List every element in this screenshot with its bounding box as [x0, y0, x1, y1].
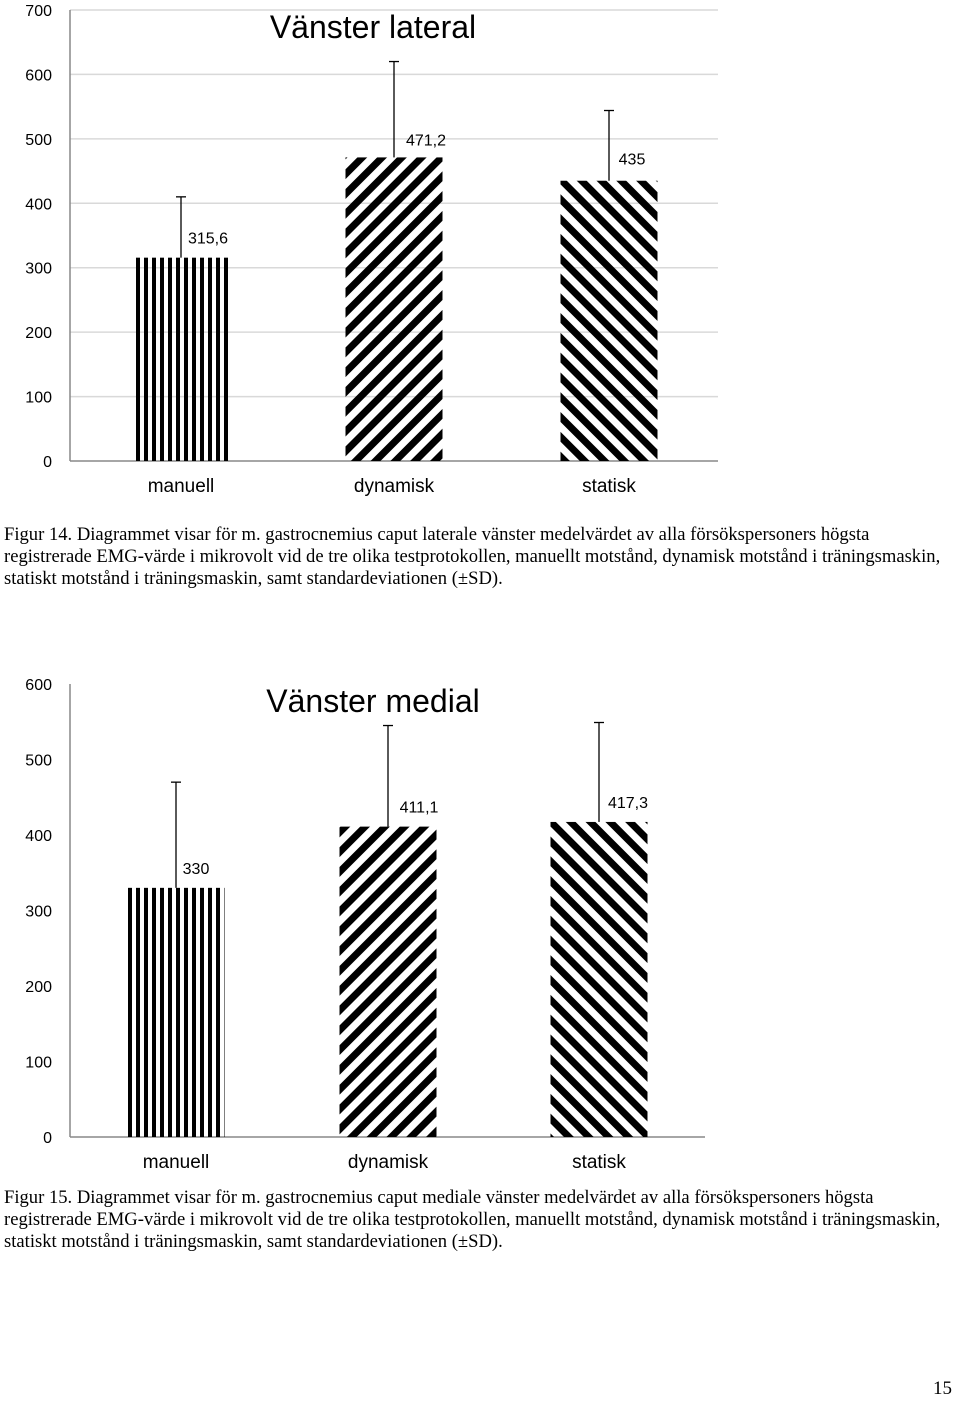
y-tick-label: 300	[25, 903, 52, 921]
bar-manuell	[128, 888, 225, 1137]
bar-statisk	[551, 822, 648, 1137]
y-tick-label: 100	[25, 389, 52, 407]
category-label-manuell: manuell	[142, 1152, 210, 1173]
data-label: 315,6	[187, 230, 229, 248]
data-label: 471,2	[405, 132, 447, 150]
category-label-dynamisk: dynamisk	[353, 476, 435, 497]
y-tick-label: 0	[43, 1130, 52, 1147]
y-tick-label: 600	[25, 67, 52, 85]
y-tick-label: 400	[25, 196, 52, 214]
y-tick-label: 400	[25, 828, 52, 845]
category-label-manuell: manuell	[147, 476, 215, 497]
y-tick-label: 200	[25, 325, 52, 343]
chart-title: Vänster medial	[266, 683, 480, 719]
y-tick-label: 500	[25, 752, 52, 770]
y-tick-label: 500	[25, 131, 52, 149]
y-tick-label: 0	[43, 454, 52, 471]
y-tick-label: 100	[25, 1054, 52, 1072]
bar-dynamisk	[346, 157, 443, 461]
bar-dynamisk	[340, 827, 437, 1137]
figure-caption-14: Figur 14. Diagrammet visar för m. gastrocnemius caput laterale vänster medelvärdet av alla försökspersoners högsta registrerade EMG-värde i mikrovolt vid de tre olika testprotokollen, manuellt motstånd, dynamisk motstånd i träningsmaskin, statiskt motstånd i träningsmaskin, samt standardeviationen (±SD).	[4, 524, 941, 589]
chart-title: Vänster lateral	[269, 9, 477, 45]
data-label: 330	[182, 860, 210, 878]
category-label-statisk: statisk	[582, 476, 636, 497]
category-label-statisk: statisk	[572, 1152, 626, 1173]
y-tick-label: 700	[25, 3, 52, 20]
page-number: 15	[933, 1378, 952, 1399]
data-label: 411,1	[399, 799, 439, 817]
chart-vanster-medial	[0, 672, 960, 1182]
data-label: 435	[618, 151, 646, 169]
category-label-dynamisk: dynamisk	[347, 1152, 429, 1173]
figure-caption-15: Figur 15. Diagrammet visar för m. gastrocnemius caput mediale vänster medelvärdet av alla försökspersoners högsta registrerade EMG-värde i mikrovolt vid de tre olika testprotokollen, manuellt motstånd, dynamisk motstånd i träningsmaskin, statiskt motstånd i träningsmaskin, samt standardeviationen (±SD).	[4, 1187, 941, 1252]
y-tick-label: 300	[25, 260, 52, 278]
data-label: 417,3	[607, 794, 649, 812]
chart-vanster-lateral	[0, 0, 960, 505]
bar-manuell	[133, 258, 230, 461]
bar-statisk	[561, 181, 658, 461]
y-tick-label: 600	[25, 677, 52, 694]
y-tick-label: 200	[25, 979, 52, 996]
